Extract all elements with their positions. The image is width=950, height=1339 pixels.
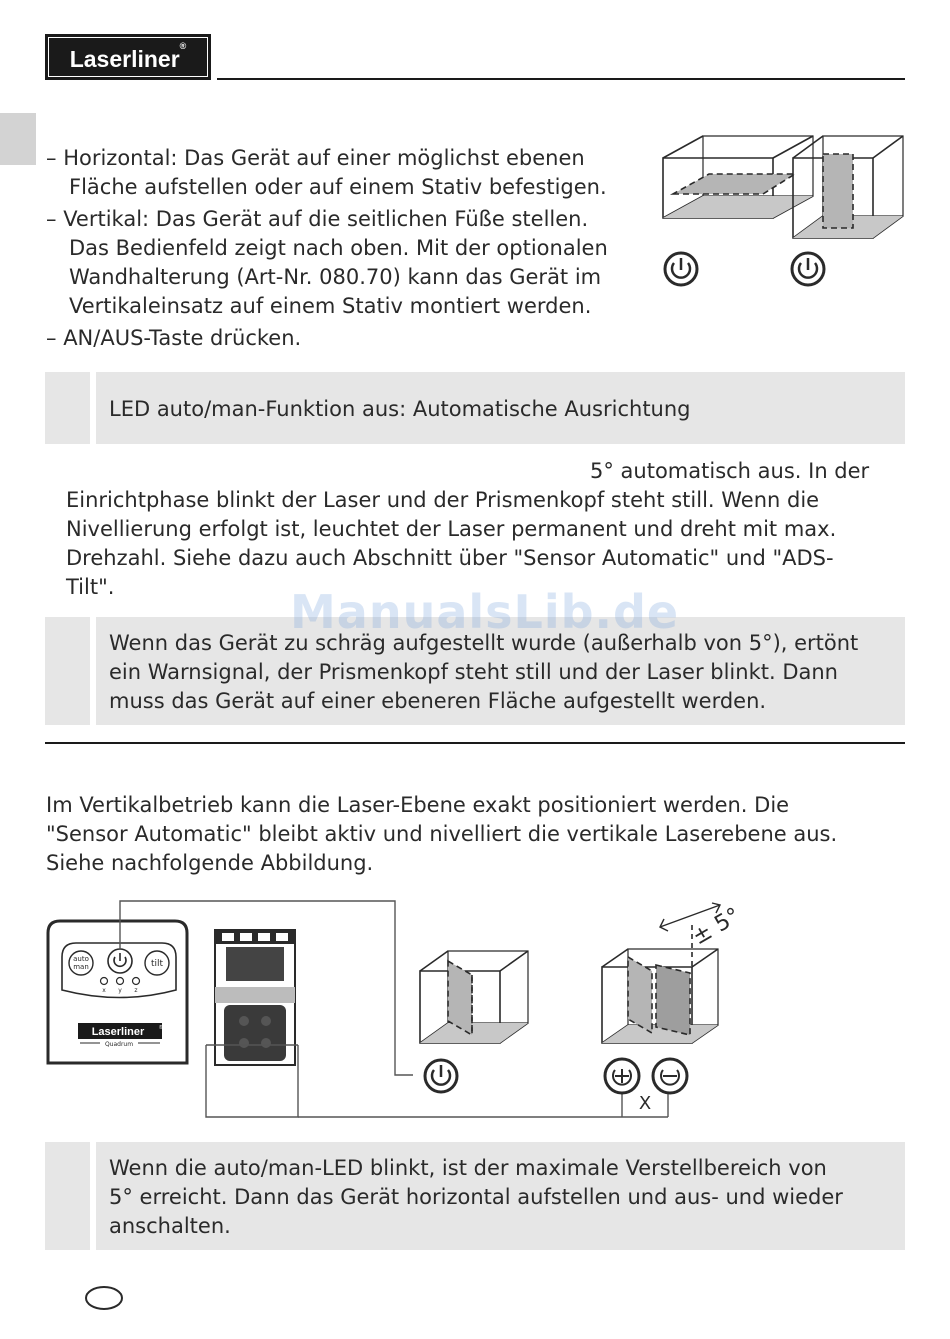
language-badge-icon <box>84 1285 126 1313</box>
bullet-vertical: – Vertikal: Das Gerät auf die seitlichen Füße stellen. Das Bedienfeld zeigt nach oben. Mit der optionalen Wandhalterung (Art-Nr. 080.70) kann das Gerät im Vertikaleinsatz auf einem Stativ montiert werden. <box>46 207 608 318</box>
axis-x-label: X <box>638 1093 652 1114</box>
svg-text:y: y <box>118 987 122 994</box>
note3-marker <box>45 1142 90 1250</box>
logo-text: Laserliner <box>69 46 180 72</box>
power-icon-vertical <box>792 253 824 285</box>
led-x-icon <box>101 978 108 985</box>
tilt-label: tilt <box>150 959 164 969</box>
paragraph2: Im Vertikalbetrieb kann die Laser-Ebene exakt positioniert werden. Die "Sensor Automatic" bleibt aktiv und nivelliert die vertikale Laserebene aus. Siehe nachfolgende Abbildung. <box>46 793 838 875</box>
man-label: man <box>73 963 89 971</box>
panel-brand-text: Laserliner <box>91 1026 145 1038</box>
note1-box <box>96 372 905 444</box>
paragraph1-line1: 5° automatisch aus. In der <box>590 459 870 483</box>
cube-horizontal-icon <box>663 136 813 218</box>
watermark: ManualsLib.de <box>290 585 680 639</box>
cube-illustrations-top <box>655 132 910 292</box>
led-z-icon <box>133 978 140 985</box>
side-tab-marker <box>0 113 36 165</box>
note2-marker <box>45 617 90 725</box>
control-panel <box>48 921 187 1063</box>
minus-button-icon <box>653 1059 687 1093</box>
svg-text:x: x <box>102 987 106 994</box>
power-icon-horizontal <box>665 253 697 285</box>
note3-text: Wenn die auto/man-LED blinkt, ist der maximale Verstellbereich von 5° erreicht. Dann das Gerät horizontal aufstellen und aus- und wieder anschalten. <box>109 1156 843 1238</box>
led-y-icon <box>117 978 124 985</box>
plus-button-icon <box>605 1059 639 1093</box>
header-rule <box>217 78 905 80</box>
connector-lines <box>120 901 668 1117</box>
cube-vertical-plane-icon <box>420 951 528 1043</box>
note2-text: Wenn das Gerät zu schräg aufgestellt wurde (außerhalb von 5°), ertönt ein Warnsignal, der Prismenkopf steht still und der Laser blinkt. Dann muss das Gerät auf einer ebeneren Fläche aufgestellt werden. <box>109 631 859 713</box>
svg-text:®: ® <box>159 1025 163 1031</box>
power-icon-diagram <box>425 1060 457 1092</box>
note3-box <box>96 1142 905 1250</box>
bullet-power: – AN/AUS-Taste drücken. <box>46 326 302 350</box>
bullet-horizontal: – Horizontal: Das Gerät auf einer möglichst ebenen Fläche aufstellen oder auf einem Stativ befestigen. <box>46 146 607 199</box>
intro-bullet-list <box>46 144 608 353</box>
note1-marker <box>45 372 90 444</box>
brand-logo <box>45 34 211 80</box>
paragraph1-body: Einrichtphase blinkt der Laser und der Prismenkopf steht still. Wenn die Nivellierung erfolgt ist, leuchtet der Laser permanent und dreht mit max. Drehzahl. Siehe dazu auch Abschnitt über "Sensor Automatic" und "ADS- Tilt". <box>66 488 837 599</box>
auto-label: auto <box>73 955 89 963</box>
logo-registered-mark: ® <box>179 41 187 51</box>
cube-vertical-icon <box>793 136 903 238</box>
note1-text: LED auto/man-Funktion aus: Automatische Ausrichtung <box>109 397 691 421</box>
angle-label: ± 5° <box>688 903 745 951</box>
section-rule <box>45 742 905 744</box>
vertical-mode-diagram <box>0 895 950 1125</box>
svg-text:z: z <box>134 987 138 994</box>
panel-model-text: Quadrum <box>104 1041 134 1048</box>
